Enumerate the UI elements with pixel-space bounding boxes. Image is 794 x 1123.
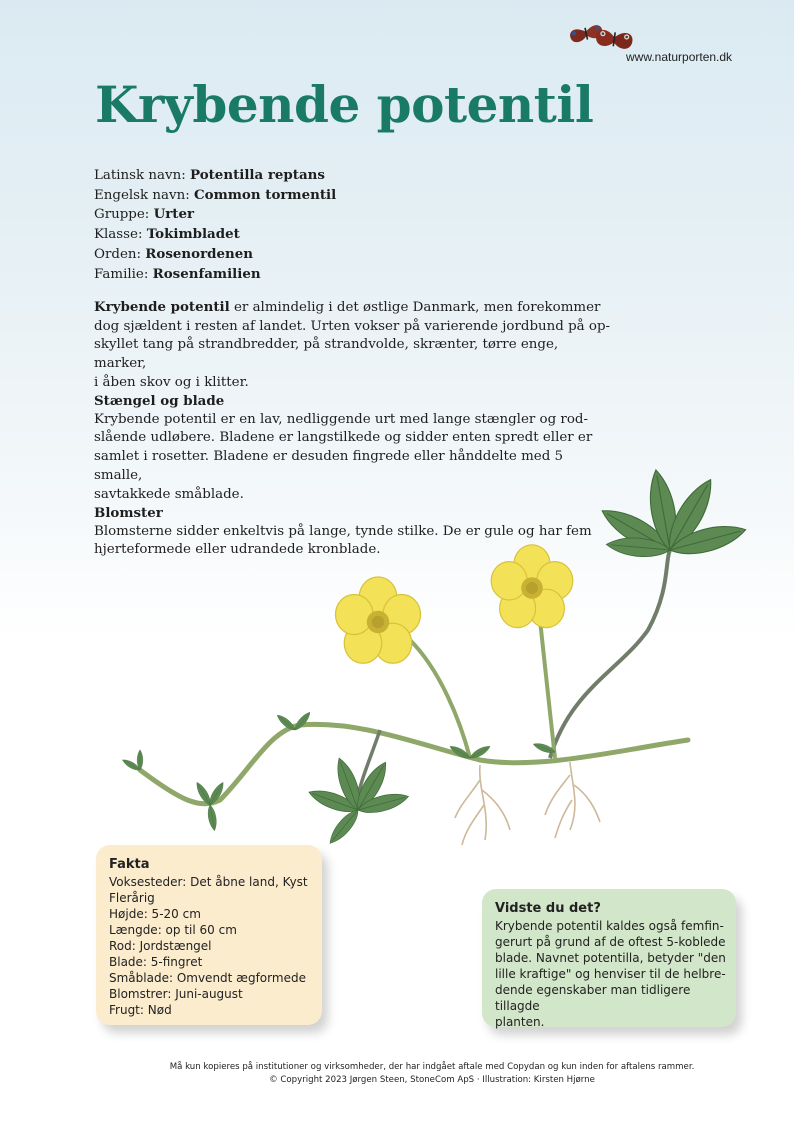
info-latin: Latinsk navn: Potentilla reptans	[94, 167, 325, 183]
info-order: Orden: Rosenordenen	[94, 245, 253, 262]
footer	[0, 1061, 794, 1087]
fakta-line: Blomstrer: Juni-august	[109, 987, 243, 1001]
flower-section: Blomster Blomsterne sidder enkeltvis på lange, tynde stilke. De er gule og har fem hjerteformede eller udrandede kronblade.	[94, 504, 614, 560]
did-you-know-line: gerurt på grund af de oftest 5-koblede	[495, 935, 726, 949]
info-group: Gruppe: Urter	[94, 206, 195, 223]
fakta-line: Blade: 5-fingret	[109, 955, 203, 969]
fakta-line: Småblade: Omvendt ægformede	[109, 971, 306, 985]
stem-heading: Stængel og blade	[94, 393, 225, 409]
fakta-box	[96, 845, 322, 1025]
website-url: www.naturporten.dk	[626, 50, 733, 64]
page-title: Krybende potentil	[95, 75, 594, 134]
fakta-title: Fakta	[109, 857, 150, 872]
species-info	[94, 166, 336, 284]
fakta-line: Længde: op til 60 cm	[109, 923, 237, 937]
fakta-line: Voksesteder: Det åbne land, Kyst	[109, 875, 308, 889]
plant-illustration	[100, 440, 794, 880]
did-you-know-line: planten.	[495, 1015, 545, 1029]
did-you-know-line: lille kraftige" og henviser til de helbre-	[495, 967, 726, 981]
info-class: Klasse: Tokimbladet	[94, 226, 240, 243]
flower-heading: Blomster	[94, 505, 163, 521]
stem-section: Stængel og blade Krybende potentil er en lav, nedliggende urt med lange stængler og rod- slående udløbere. Bladene er langstilkede og sidder enten spredt eller er samlet i rosetter. Bladene er desuden fingrede eller hånddelte med 5 smalle, savtakkede småblade.	[94, 392, 614, 504]
footer-license: Må kun kopieres på institutioner og virksomheder, der har indgået aftale med Copydan og kun inden for aftalens rammer.	[169, 1062, 695, 1072]
info-family: Familie: Rosenfamilien	[94, 265, 261, 282]
did-you-know-line: blade. Navnet potentilla, betyder "den	[495, 951, 726, 965]
info-english: Engelsk navn: Common tormentil	[94, 186, 337, 203]
footer-copyright: © Copyright 2023 Jørgen Steen, StoneCom ApS · Illustration: Kirsten Hjørne	[269, 1075, 595, 1085]
intro-paragraph: Krybende potentil er almindelig i det østlige Danmark, men forekommer dog sjældent i resten af landet. Urten vokser på varierende jordbund på op- skyllet tang på strandbredder, på strandvolde, skrænter, tørre enge, marker, i åben skov og i klitter.	[94, 299, 611, 390]
did-you-know-title: Vidste du det?	[495, 901, 601, 916]
fakta-line: Flerårig	[109, 891, 155, 905]
fakta-line: Rod: Jordstængel	[109, 939, 212, 953]
did-you-know-box	[482, 889, 736, 1027]
did-you-know-line: dende egenskaber man tidligere tillagde	[495, 983, 691, 1013]
fakta-line: Frugt: Nød	[109, 1003, 172, 1017]
did-you-know-line: Krybende potentil kaldes også femfin-	[495, 919, 724, 933]
fakta-line: Højde: 5-20 cm	[109, 907, 201, 921]
